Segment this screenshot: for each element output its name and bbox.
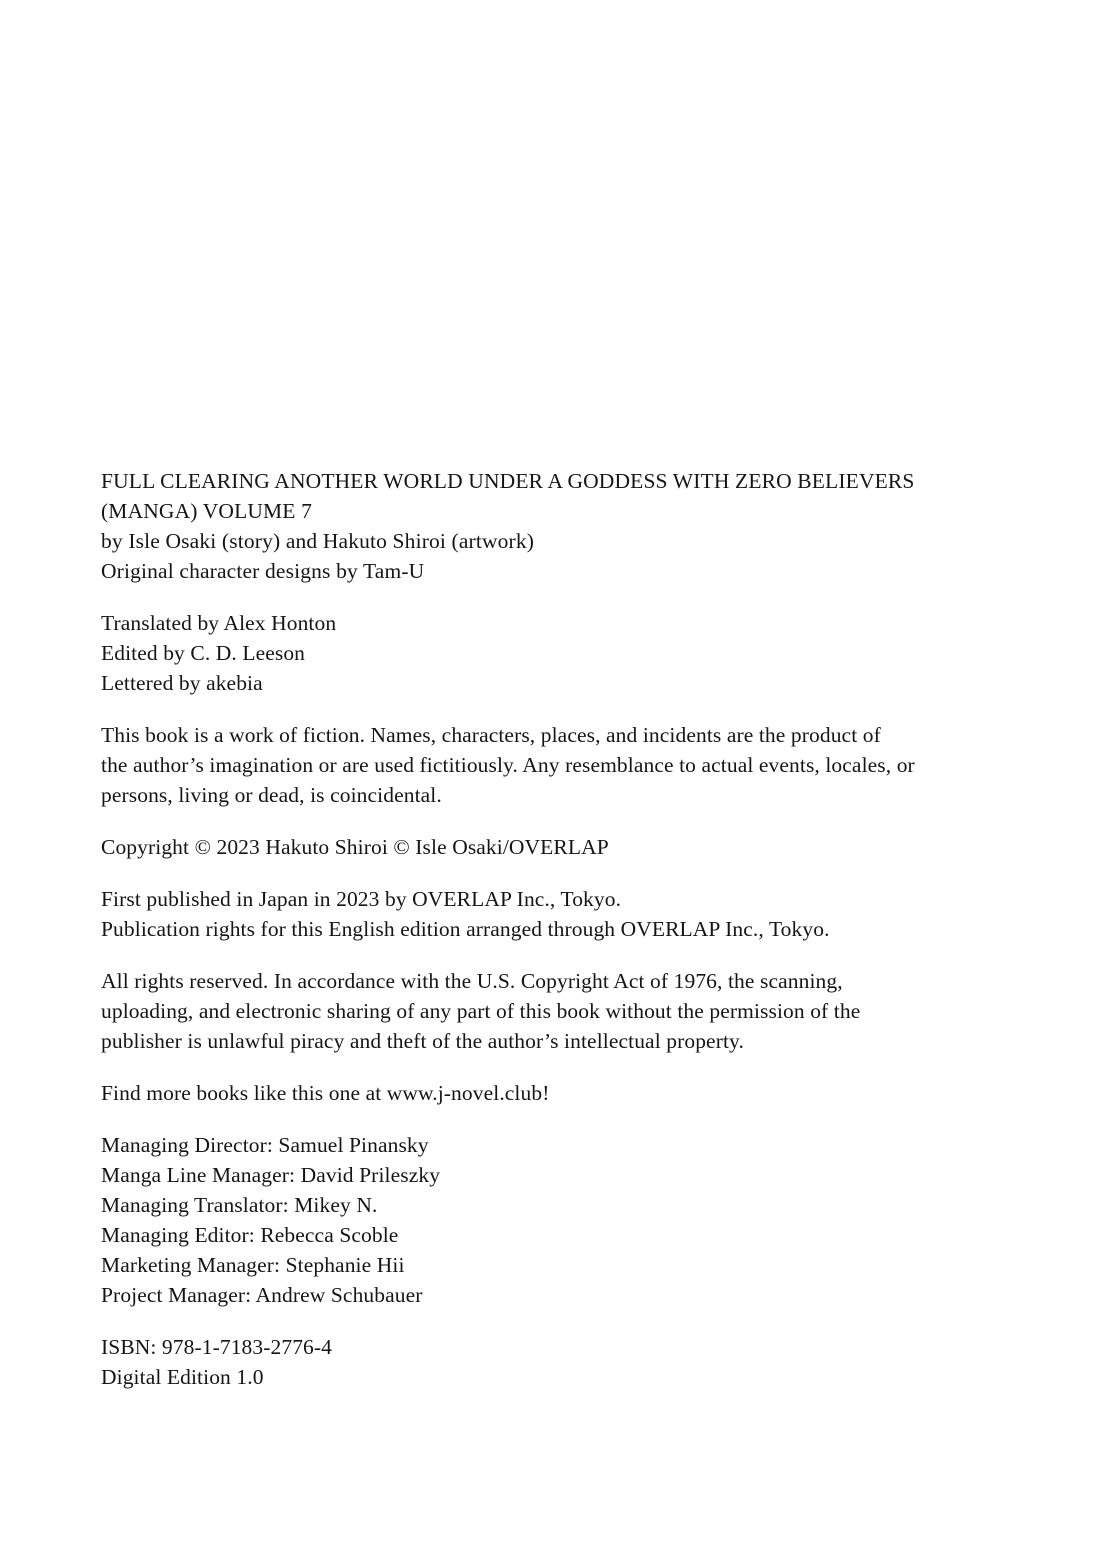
staff-block — [101, 1130, 1011, 1310]
publication-line-1: First published in Japan in 2023 by OVERLAP Inc., Tokyo. — [101, 887, 622, 911]
manga-line-manager-credit: Manga Line Manager: David Prileszky — [101, 1163, 441, 1187]
edition-block — [101, 1332, 1011, 1392]
rights-reserved-line-1: All rights reserved. In accordance with the U.S. Copyright Act of 1976, the scanning, — [101, 969, 843, 993]
managing-editor-credit: Managing Editor: Rebecca Scoble — [101, 1223, 399, 1247]
copyright-notice — [101, 832, 1011, 862]
fiction-disclaimer-line-3: persons, living or dead, is coincidental. — [101, 783, 442, 807]
copyright-notice-text: Copyright © 2023 Hakuto Shiroi © Isle Osaki/OVERLAP — [101, 835, 609, 859]
editor-credit: Edited by C. D. Leeson — [101, 641, 306, 665]
fiction-disclaimer — [101, 720, 1011, 810]
digital-edition-text: Digital Edition 1.0 — [101, 1365, 264, 1389]
letterer-credit: Lettered by akebia — [101, 671, 263, 695]
marketing-manager-credit: Marketing Manager: Stephanie Hii — [101, 1253, 405, 1277]
title-block — [101, 466, 1011, 586]
rights-reserved-block — [101, 966, 1011, 1056]
promo-text: Find more books like this one at www.j-novel.club! — [101, 1081, 550, 1105]
fiction-disclaimer-line-2: the author’s imagination or are used fictitiously. Any resemblance to actual events, locales, or — [101, 753, 915, 777]
promo-block — [101, 1078, 1011, 1108]
project-manager-credit: Project Manager: Andrew Schubauer — [101, 1283, 423, 1307]
character-designs-credit: Original character designs by Tam-U — [101, 559, 425, 583]
rights-reserved-line-2: uploading, and electronic sharing of any part of this book without the permission of the — [101, 999, 861, 1023]
credits-block — [101, 608, 1011, 698]
managing-translator-credit: Managing Translator: Mikey N. — [101, 1193, 378, 1217]
rights-reserved-line-3: publisher is unlawful piracy and theft of the author’s intellectual property. — [101, 1029, 744, 1053]
managing-director-credit: Managing Director: Samuel Pinansky — [101, 1133, 429, 1157]
fiction-disclaimer-line-1: This book is a work of fiction. Names, characters, places, and incidents are the product of — [101, 723, 881, 747]
publication-block — [101, 884, 1011, 944]
book-title-line-1: FULL CLEARING ANOTHER WORLD UNDER A GODDESS WITH ZERO BELIEVERS — [101, 469, 915, 493]
isbn-text: ISBN: 978-1-7183-2776-4 — [101, 1335, 333, 1359]
publication-line-2: Publication rights for this English edition arranged through OVERLAP Inc., Tokyo. — [101, 917, 830, 941]
translator-credit: Translated by Alex Honton — [101, 611, 337, 635]
copyright-text-block — [101, 466, 1011, 1392]
book-title-line-2: (MANGA) VOLUME 7 — [101, 499, 313, 523]
book-byline: by Isle Osaki (story) and Hakuto Shiroi (artwork) — [101, 529, 535, 553]
